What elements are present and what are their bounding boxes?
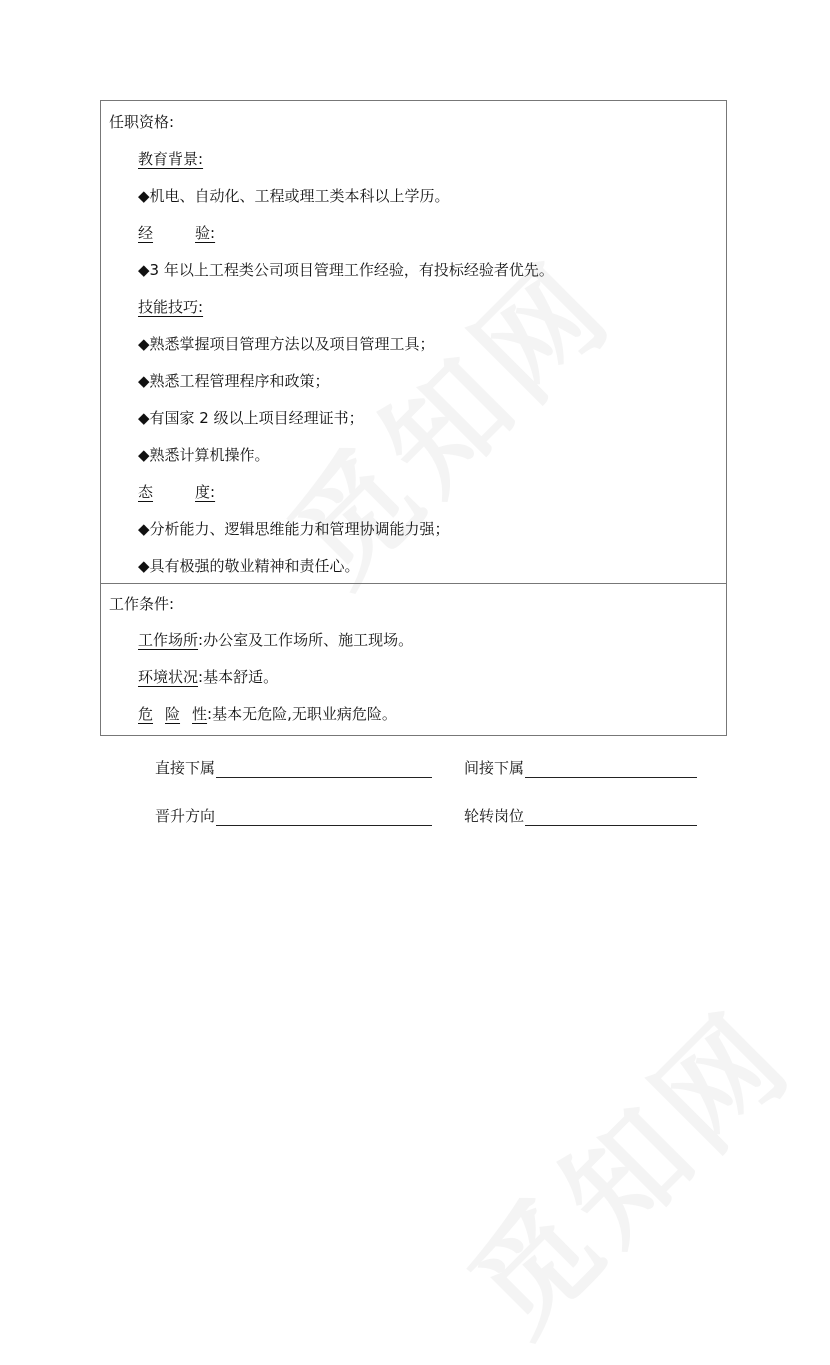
indirect-subordinate-field [464,758,697,778]
rotation-position-field [464,806,697,826]
attitude-label-right: 度: [195,483,216,501]
experience-item: ◆3 年以上工程类公司项目管理工作经验，有投标经验者优先。 [138,261,554,279]
experience-label-left: 经 [138,224,154,242]
condition-value: :基本舒适。 [198,668,279,686]
condition-value: :基本无危险,无职业病危险。 [207,705,397,723]
qualifications-section [101,101,726,584]
field-label: 轮转岗位 [464,807,525,825]
skills-item: ◆有国家 2 级以上项目经理证书； [138,409,364,427]
label-part: 性 [192,705,208,723]
skills-item: ◆熟悉工程管理程序和政策； [138,372,330,390]
attitude-label [138,482,215,502]
education-item: ◆机电、自动化、工程或理工类本科以上学历。 [138,187,450,205]
skills-label: 技能技巧: [138,298,204,316]
job-description-table [100,100,727,736]
label-part: 险 [165,705,181,723]
education-label: 教育背景: [138,150,204,168]
qualifications-title: 任职资格: [109,113,175,131]
promotion-direction-field [155,806,432,826]
experience-label-right: 验: [195,224,216,242]
experience-label [138,223,215,243]
field-label: 直接下属 [155,759,216,777]
condition-label: 工作场所 [138,631,199,649]
condition-label: 环境状况 [138,668,199,686]
field-label: 晋升方向 [155,807,216,825]
conditions-title: 工作条件: [109,595,175,613]
conditions-section [101,584,726,735]
attitude-item: ◆分析能力、逻辑思维能力和管理协调能力强； [138,520,450,538]
rotation-position-input[interactable] [525,807,697,826]
watermark [426,967,823,1364]
skills-item: ◆熟悉计算机操作。 [138,446,270,464]
promotion-direction-input[interactable] [216,807,432,826]
direct-subordinate-input[interactable] [216,759,432,778]
condition-value: :办公室及工作场所、施工现场。 [198,631,414,649]
label-part: 危 [138,705,154,723]
condition-workplace [138,630,413,650]
condition-environment [138,667,278,687]
skills-item: ◆熟悉掌握项目管理方法以及项目管理工具； [138,335,435,353]
direct-subordinate-field [155,758,432,778]
condition-hazard [138,704,397,724]
field-label: 间接下属 [464,759,525,777]
condition-label [138,705,207,723]
indirect-subordinate-input[interactable] [525,759,697,778]
attitude-label-left: 态 [138,483,154,501]
attitude-item: ◆具有极强的敬业精神和责任心。 [138,557,360,575]
